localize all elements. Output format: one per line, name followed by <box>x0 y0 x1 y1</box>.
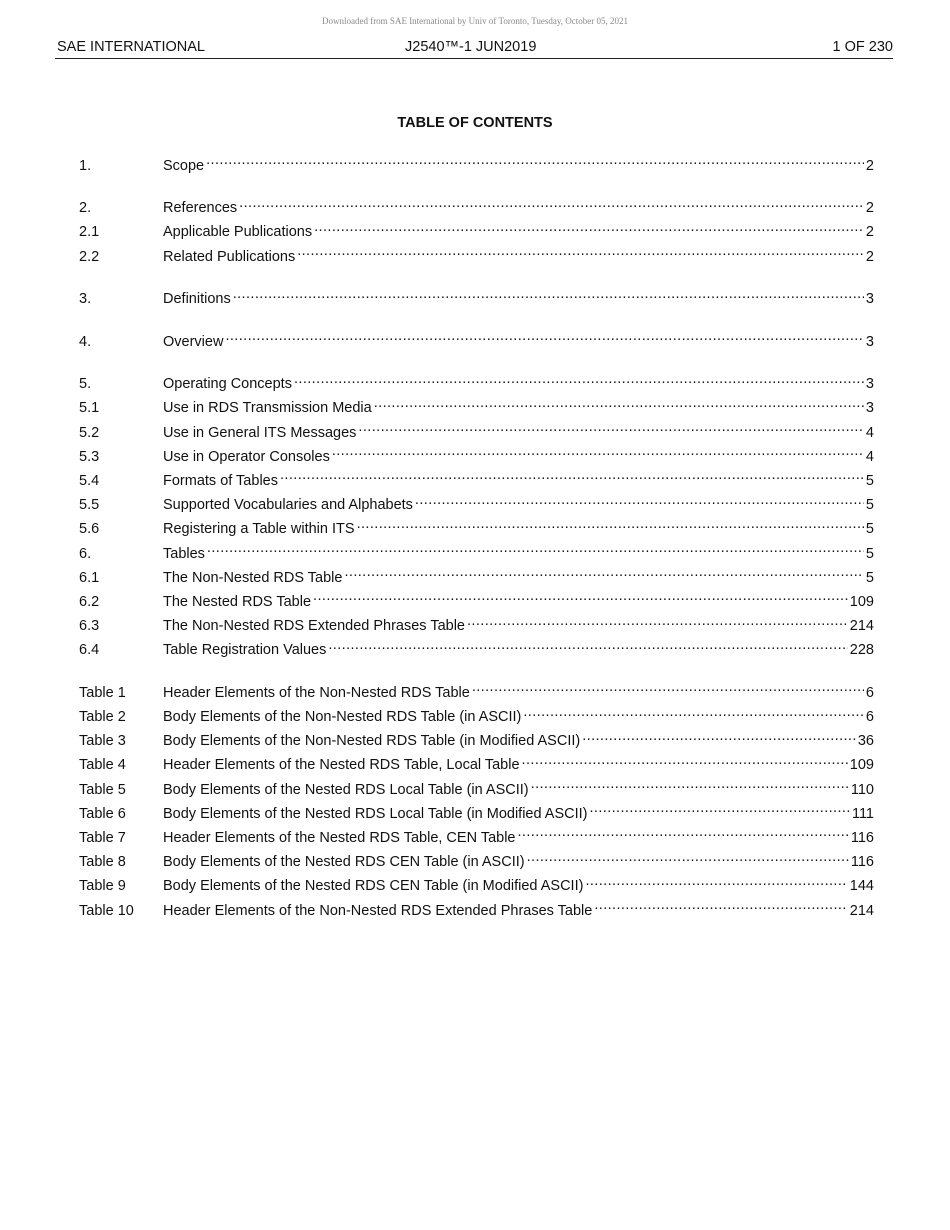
dot-leader <box>374 394 864 413</box>
toc-title: TABLE OF CONTENTS <box>397 115 553 131</box>
dot-leader <box>517 823 848 842</box>
toc-entry-number: 6.1 <box>79 569 100 586</box>
dot-leader <box>585 872 847 891</box>
toc-entry-title: Header Elements of the Nested RDS Table, CEN Table <box>163 830 516 847</box>
table-of-contents <box>79 151 874 939</box>
toc-entry-title: Table Registration Values <box>163 642 327 659</box>
toc-entry-page: 4 <box>865 448 874 465</box>
toc-entry-number: 6. <box>79 545 92 562</box>
toc-entry[interactable] <box>79 727 874 751</box>
toc-entry-title: Use in Operator Consoles <box>163 448 330 465</box>
toc-entry-number: Table 2 <box>79 709 126 726</box>
page-counter: 1 OF 230 <box>832 39 893 55</box>
dot-leader <box>358 418 864 437</box>
toc-entry-page: 116 <box>850 854 874 871</box>
dot-leader <box>206 151 864 170</box>
toc-entry-title: Definitions <box>163 291 231 308</box>
toc-entry-number: Table 3 <box>79 733 126 750</box>
dot-leader <box>582 727 856 746</box>
toc-entry-number: 5.6 <box>79 521 100 538</box>
toc-entry-page: 228 <box>849 642 874 659</box>
toc-entry-number: 5.3 <box>79 448 100 465</box>
toc-entry[interactable] <box>79 587 874 611</box>
toc-entry[interactable] <box>79 151 874 175</box>
toc-entry[interactable] <box>79 242 874 266</box>
toc-entry-page: 5 <box>865 521 874 538</box>
dot-leader <box>225 327 863 346</box>
toc-entry-title: Body Elements of the Nested RDS CEN Table (in ASCII) <box>163 854 525 871</box>
dot-leader <box>531 775 849 794</box>
toc-entry-page: 144 <box>849 878 874 895</box>
toc-entry-number: 6.4 <box>79 642 100 659</box>
toc-entry-title: Body Elements of the Nested RDS Local Table (in ASCII) <box>163 781 529 798</box>
dot-leader <box>239 194 864 213</box>
toc-entry-title: Applicable Publications <box>163 224 313 241</box>
toc-entry[interactable] <box>79 370 874 394</box>
toc-entry-page: 2 <box>865 248 874 265</box>
toc-entry-page: 36 <box>857 733 874 750</box>
toc-group <box>79 151 874 175</box>
toc-entry-title: Header Elements of the Nested RDS Table, Local Table <box>163 757 520 774</box>
toc-entry-title: Header Elements of the Non-Nested RDS Extended Phrases Table <box>163 902 593 919</box>
toc-entry[interactable] <box>79 799 874 823</box>
dot-leader <box>522 751 848 770</box>
toc-entry[interactable] <box>79 418 874 442</box>
toc-group <box>79 327 874 351</box>
toc-entry-title: Header Elements of the Non-Nested RDS Table <box>163 684 470 701</box>
toc-entry-number: 6.3 <box>79 618 100 635</box>
toc-entry-page: 5 <box>865 473 874 490</box>
dot-leader <box>472 678 864 697</box>
toc-entry-title: Body Elements of the Nested RDS CEN Table (in Modified ASCII) <box>163 878 584 895</box>
toc-entry-number: Table 7 <box>79 830 126 847</box>
toc-group <box>79 678 874 920</box>
toc-entry[interactable] <box>79 678 874 702</box>
toc-entry-page: 214 <box>849 902 874 919</box>
toc-entry-page: 2 <box>865 224 874 241</box>
toc-entry[interactable] <box>79 194 874 218</box>
dot-leader <box>527 848 849 867</box>
toc-entry-number: 5.4 <box>79 473 100 490</box>
toc-entry[interactable] <box>79 442 874 466</box>
publisher-name: SAE INTERNATIONAL <box>57 39 205 55</box>
toc-entry-page: 214 <box>849 618 874 635</box>
toc-entry-number: 5. <box>79 376 92 393</box>
toc-entry-title: Supported Vocabularies and Alphabets <box>163 497 413 514</box>
toc-entry[interactable] <box>79 563 874 587</box>
toc-entry[interactable] <box>79 896 874 920</box>
dot-leader <box>415 491 864 510</box>
toc-entry-number: 5.1 <box>79 400 100 417</box>
dot-leader <box>357 515 864 534</box>
dot-leader <box>313 587 848 606</box>
toc-entry-page: 110 <box>850 781 874 798</box>
toc-entry[interactable] <box>79 539 874 563</box>
dot-leader <box>344 563 863 582</box>
toc-entry[interactable] <box>79 515 874 539</box>
download-notice: Downloaded from SAE International by Univ of Toronto, Tuesday, October 05, 2021 <box>321 16 629 26</box>
running-header <box>55 38 893 59</box>
toc-entry-number: 4. <box>79 333 92 350</box>
toc-entry[interactable] <box>79 491 874 515</box>
toc-entry-title: Body Elements of the Non-Nested RDS Table (in ASCII) <box>163 709 522 726</box>
toc-entry-title: The Non-Nested RDS Extended Phrases Table <box>163 618 465 635</box>
toc-entry-number: 5.2 <box>79 424 100 441</box>
toc-entry-page: 4 <box>865 424 874 441</box>
dot-leader <box>332 442 864 461</box>
dot-leader <box>594 896 847 915</box>
toc-entry-title: Body Elements of the Non-Nested RDS Table (in Modified ASCII) <box>163 733 581 750</box>
toc-entry-page: 3 <box>865 400 874 417</box>
toc-entry-number: Table 4 <box>79 757 126 774</box>
toc-entry[interactable] <box>79 872 874 896</box>
toc-entry-title: The Nested RDS Table <box>163 593 312 610</box>
toc-entry-number: 3. <box>79 291 92 308</box>
toc-entry[interactable] <box>79 848 874 872</box>
dot-leader <box>589 799 849 818</box>
document-id: J2540™-1 JUN2019 <box>405 39 537 55</box>
toc-group <box>79 285 874 309</box>
toc-entry[interactable] <box>79 218 874 242</box>
toc-entry[interactable] <box>79 612 874 636</box>
toc-entry-number: Table 5 <box>79 781 126 798</box>
toc-entry-page: 6 <box>865 684 874 701</box>
dot-leader <box>297 242 864 261</box>
toc-entry-title: Use in RDS Transmission Media <box>163 400 372 417</box>
toc-entry-number: Table 10 <box>79 902 134 919</box>
dot-leader <box>523 703 864 722</box>
toc-entry-page: 116 <box>850 830 874 847</box>
toc-entry-title: Tables <box>163 545 205 562</box>
dot-leader <box>294 370 864 389</box>
toc-entry[interactable] <box>79 285 874 309</box>
dot-leader <box>314 218 864 237</box>
toc-entry-title: The Non-Nested RDS Table <box>163 569 343 586</box>
toc-entry-number: 2.1 <box>79 224 100 241</box>
toc-entry-title: Registering a Table within ITS <box>163 521 355 538</box>
toc-entry[interactable] <box>79 823 874 847</box>
toc-entry-page: 3 <box>865 291 874 308</box>
toc-entry-page: 5 <box>865 497 874 514</box>
toc-entry-number: Table 9 <box>79 878 126 895</box>
toc-entry-number: Table 8 <box>79 854 126 871</box>
toc-entry-page: 2 <box>865 157 874 174</box>
toc-entry[interactable] <box>79 751 874 775</box>
toc-group <box>79 370 874 660</box>
toc-entry-page: 109 <box>849 593 874 610</box>
toc-entry[interactable] <box>79 466 874 490</box>
toc-entry-page: 6 <box>865 709 874 726</box>
toc-entry-page: 109 <box>849 757 874 774</box>
toc-entry-page: 5 <box>865 569 874 586</box>
toc-group <box>79 194 874 267</box>
toc-entry-page: 2 <box>865 200 874 217</box>
toc-entry-number: 1. <box>79 157 92 174</box>
toc-entry-title: Scope <box>163 157 205 174</box>
toc-entry-number: 2. <box>79 200 92 217</box>
dot-leader <box>233 285 864 304</box>
toc-entry-title: Formats of Tables <box>163 473 278 490</box>
toc-entry[interactable] <box>79 327 874 351</box>
toc-entry-title: Body Elements of the Nested RDS Local Table (in Modified ASCII) <box>163 805 588 822</box>
dot-leader <box>207 539 864 558</box>
toc-entry[interactable] <box>79 636 874 660</box>
toc-entry-page: 111 <box>851 805 874 822</box>
toc-entry-title: Related Publications <box>163 248 296 265</box>
toc-entry-page: 3 <box>865 333 874 350</box>
toc-entry-number: Table 6 <box>79 805 126 822</box>
dot-leader <box>467 612 848 631</box>
toc-entry-number: 6.2 <box>79 593 100 610</box>
toc-entry-title: References <box>163 200 238 217</box>
toc-entry[interactable] <box>79 703 874 727</box>
dot-leader <box>328 636 847 655</box>
toc-entry[interactable] <box>79 775 874 799</box>
toc-entry-title: Use in General ITS Messages <box>163 424 357 441</box>
toc-entry-number: Table 1 <box>79 684 126 701</box>
toc-entry-page: 5 <box>865 545 874 562</box>
toc-entry-title: Overview <box>163 333 224 350</box>
toc-entry-page: 3 <box>865 376 874 393</box>
toc-entry-title: Operating Concepts <box>163 376 292 393</box>
toc-entry-number: 5.5 <box>79 497 100 514</box>
toc-entry[interactable] <box>79 394 874 418</box>
dot-leader <box>280 466 864 485</box>
toc-entry-number: 2.2 <box>79 248 100 265</box>
